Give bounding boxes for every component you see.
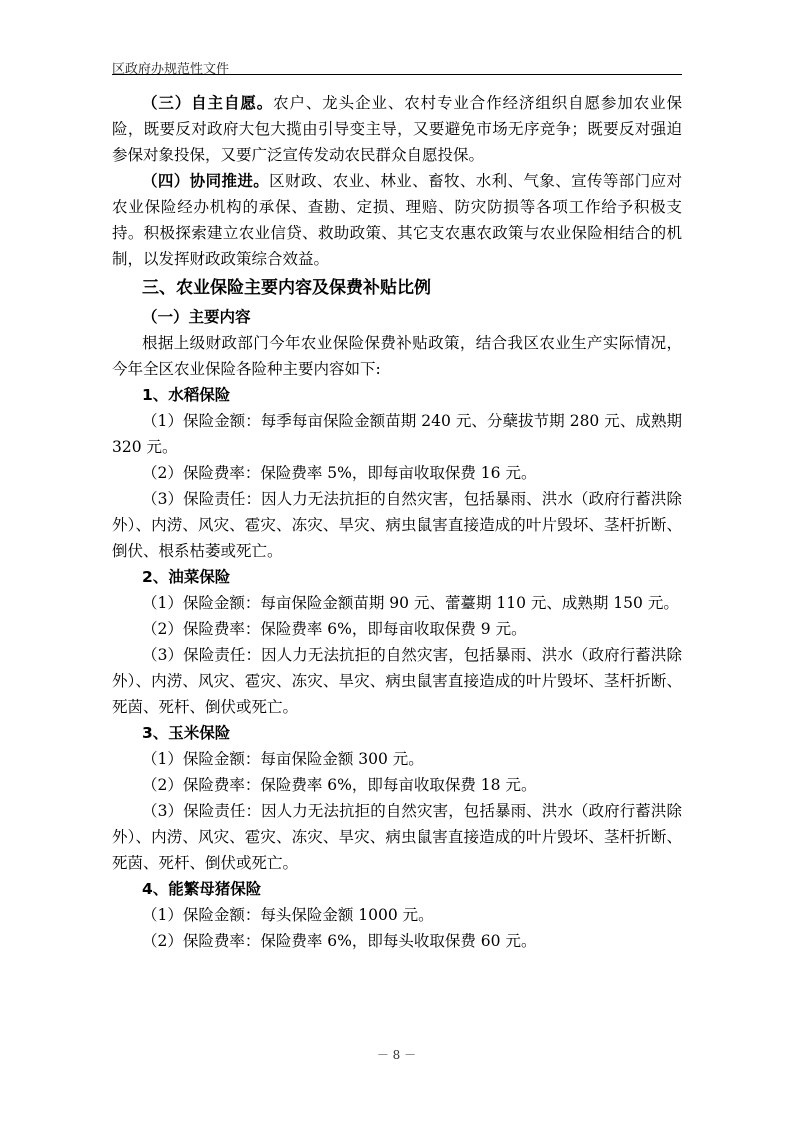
rice-rate: （2）保险费率：保险费率 5%，即每亩收取保费 16 元。 <box>142 464 537 482</box>
rice-amount: （1）保险金额：每季每亩保险金额苗期 240 元、分蘖拔节期 280 元、成熟期 320 元。 <box>112 412 682 456</box>
item-heading-rice: 1、水稻保险 <box>142 386 231 404</box>
sow-amount: （1）保险金额：每头保险金额 1000 元。 <box>142 906 434 924</box>
header-divider <box>112 74 682 75</box>
corn-liability: （3）保险责任：因人力无法抗拒的自然灾害，包括暴雨、洪水（政府行蓄洪除外）、内涝、风灾、雹灾、冻灾、旱灾、病虫鼠害直接造成的叶片毁坏、茎杆折断、死茵、死杆、倒伏或死亡。 <box>112 802 682 872</box>
item-heading-sow: 4、能繁母猪保险 <box>142 880 262 898</box>
rapeseed-liability: （3）保险责任：因人力无法抗拒的自然灾害，包括暴雨、洪水（政府行蓄洪除外）、内涝、风灾、雹灾、冻灾、旱灾、病虫鼠害直接造成的叶片毁坏、茎杆折断、死茵、死杆、倒伏或死亡。 <box>112 646 682 716</box>
paragraph-lead: （四）协同推进。 <box>142 171 270 190</box>
item-heading-rapeseed: 2、油菜保险 <box>142 568 231 586</box>
paragraph-lead: （三）自主自愿。 <box>142 93 274 112</box>
section-heading: 三、农业保险主要内容及保费补贴比例 <box>142 278 431 298</box>
corn-amount: （1）保险金额：每亩保险金额 300 元。 <box>142 750 424 768</box>
paragraph-text: 区财政、农业、林业、畜牧、水利、气象、宣传等部门应对农业保险经办机构的承保、查勘、定损、理赔、防灾防损等各项工作给予积极支持。积极探索建立农业信贷、救助政策、其它支农惠农政策与农业保险相结合的机制，以发挥财政政策综合效益。 <box>112 172 682 268</box>
rapeseed-rate: （2）保险费率：保险费率 6%，即每亩收取保费 9 元。 <box>142 620 527 638</box>
sow-rate: （2）保险费率：保险费率 6%，即每头收取保费 60 元。 <box>142 932 537 950</box>
page-header: 区政府办规范性文件 <box>112 62 230 77</box>
intro-paragraph: 根据上级财政部门今年农业保险保费补贴政策，结合我区农业生产实际情况，今年全区农业保险各险种主要内容如下: <box>112 334 682 378</box>
corn-rate: （2）保险费率：保险费率 6%，即每亩收取保费 18 元。 <box>142 776 537 794</box>
rice-liability: （3）保险责任：因人力无法抗拒的自然灾害，包括暴雨、洪水（政府行蓄洪除外）、内涝、风灾、雹灾、冻灾、旱灾、病虫鼠害直接造成的叶片毁坏、茎杆折断、倒伏、根系枯萎或死亡。 <box>112 490 682 560</box>
paragraph-voluntary <box>112 90 682 168</box>
item-heading-corn: 3、玉米保险 <box>142 724 231 742</box>
paragraph-text: 农户、龙头企业、农村专业合作经济组织自愿参加农业保险，既要反对政府大包大揽由引导变主导，又要避免市场无序竞争；既要反对强迫参保对象投保，又要广泛宣传发动农民群众自愿投保。 <box>112 94 682 164</box>
rapeseed-amount: （1）保险金额：每亩保险金额苗期 90 元、蕾薹期 110 元、成熟期 150 元。 <box>142 594 679 612</box>
document-body <box>112 90 682 954</box>
page-number: － 8 － <box>376 1048 417 1062</box>
paragraph-coordination <box>112 168 682 272</box>
subsection-heading: （一）主要内容 <box>142 307 251 326</box>
